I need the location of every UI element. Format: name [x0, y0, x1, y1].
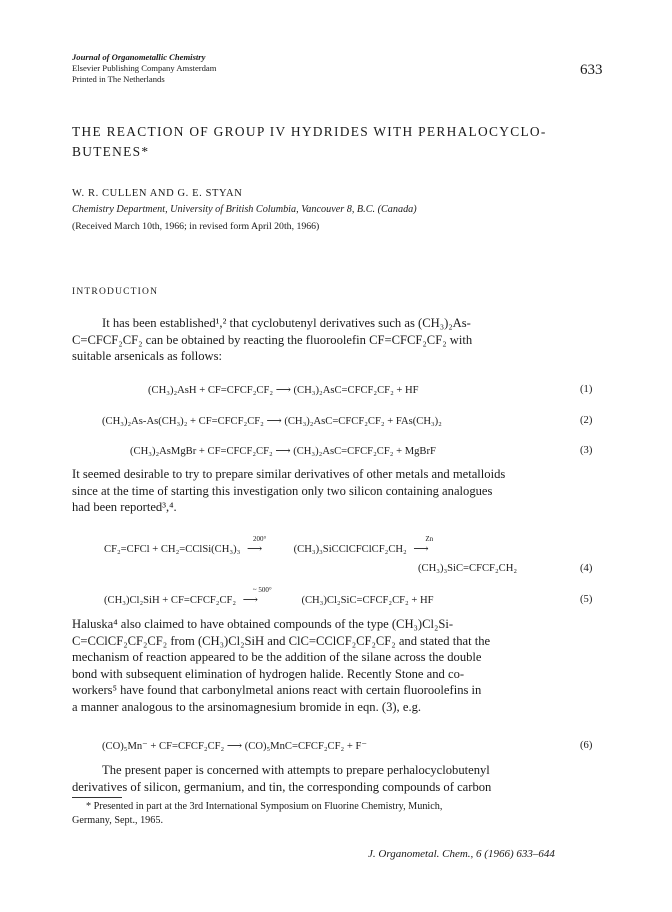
text-line: bond with subsequent elimination of hydrogen halide. Recently Stone and co-	[72, 666, 465, 681]
equation-4-lhs: CF₂=CFCl + CH₂=CClSi(CH₃)₃	[104, 544, 241, 555]
reaction-arrow: 200° ⟶	[246, 535, 267, 555]
paragraph-2	[72, 466, 600, 516]
article-title	[72, 122, 612, 162]
equation-5-rhs: (CH₃)Cl₂SiC=CFCF₂CF₂ + HF	[301, 595, 434, 606]
arrow-reagent: Zn	[425, 535, 434, 543]
text-line: derivatives of silicon, germanium, and tin, the corresponding compounds of carbon	[72, 779, 492, 794]
equation-4-product: (CH₃)₃SiC=CFCF₂CH₂	[418, 563, 518, 574]
title-line-2: BUTENES*	[72, 144, 150, 159]
footnote-rule	[72, 797, 122, 798]
journal-citation: J. Organometal. Chem., 6 (1966) 633–644	[368, 848, 555, 860]
equation-number: (3)	[580, 445, 593, 456]
text-line: Germany, Sept., 1965.	[72, 815, 164, 826]
equation-5-lhs: (CH₃)Cl₂SiH + CF=CFCF₂CF₂	[104, 595, 237, 606]
text-line: suitable arsenicals as follows:	[72, 349, 223, 364]
equation-number: (6)	[580, 740, 593, 751]
equation-2: (CH₃)₂As-As(CH₃)₂ + CF=CFCF₂CF₂ ⟶ (CH₃)₂AsC=CFCF₂CF₂ + FAs(CH₃)₂	[102, 416, 442, 427]
journal-name: Journal of Organometallic Chemistry	[72, 52, 206, 62]
equation-number: (2)	[580, 415, 593, 426]
authors: W. R. CULLEN AND G. E. STYAN	[72, 188, 243, 199]
equation-number: (4)	[580, 563, 593, 574]
publisher-line: Elsevier Publishing Company Amsterdam	[72, 63, 217, 73]
equation-5	[104, 586, 434, 606]
equation-1: (CH₃)₂AsH + CF=CFCF₂CF₂ ⟶ (CH₃)₂AsC=CFCF₂CF₂ + HF	[148, 385, 419, 396]
text-line: It seemed desirable to try to prepare similar derivatives of other metals and metalloids	[72, 467, 506, 481]
equation-number: (1)	[580, 384, 593, 395]
arrow-condition: ~ 500°	[252, 586, 272, 594]
reaction-arrow: Zn ⟶	[413, 535, 434, 555]
text-line: a manner analogous to the arsinomagnesium bromide in eqn. (3), e.g.	[72, 699, 422, 714]
text-line: * Presented in part at the 3rd International Symposium on Fluorine Chemistry, Munich,	[86, 801, 443, 812]
text-line: It has been established¹,² that cyclobutenyl derivatives such as (CH₃)₂As-	[102, 316, 471, 330]
equation-number: (5)	[580, 594, 593, 605]
text-line: since at the time of starting this investigation only two silicon containing analogues	[72, 483, 493, 498]
equation-4	[104, 535, 457, 555]
footnote	[72, 800, 600, 828]
text-line: had been reported³,⁴.	[72, 500, 177, 515]
affiliation: Chemistry Department, University of British Columbia, Vancouver 8, B.C. (Canada)	[72, 204, 417, 215]
paragraph-4	[72, 762, 600, 795]
text-line: The present paper is concerned with attempts to prepare perhalocyclobutenyl	[102, 763, 490, 777]
text-line: workers⁵ have found that carbonylmetal anions react with certain fluoroolefins in	[72, 683, 482, 698]
equation-4-intermediate: (CH₃)₃SiCClCFClCF₂CH₂	[293, 544, 407, 555]
equation-6: (CO)₅Mn⁻ + CF=CFCF₂CF₂ ⟶ (CO)₅MnC=CFCF₂CF₂ + F⁻	[102, 741, 367, 752]
text-line: mechanism of reaction appeared to be the addition of the silane across the double	[72, 650, 482, 665]
title-line-1: THE REACTION OF GROUP IV HYDRIDES WITH PERHALOCYCLO-	[72, 124, 547, 139]
text-line: C=CClCF₂CF₂CF₂ from (CH₃)Cl₂SiH and ClC=CClCF₂CF₂CF₂ and stated that the	[72, 633, 491, 648]
text-line: Haluska⁴ also claimed to have obtained compounds of the type (CH₃)Cl₂Si-	[72, 617, 454, 631]
text-line: C=CFCF₂CF₂ can be obtained by reacting the fluoroolefin CF=CFCF₂CF₂ with	[72, 332, 473, 347]
reaction-arrow: ~ 500° ⟶	[242, 586, 272, 606]
section-heading-introduction: INTRODUCTION	[72, 287, 159, 297]
equation-3: (CH₃)₂AsMgBr + CF=CFCF₂CF₂ ⟶ (CH₃)₂AsC=CFCF₂CF₂ + MgBrF	[130, 446, 436, 457]
printed-line: Printed in The Netherlands	[72, 74, 165, 84]
intro-paragraph	[72, 315, 600, 365]
journal-header	[72, 52, 216, 85]
paragraph-3	[72, 616, 600, 716]
received-dates: (Received March 10th, 1966; in revised form April 20th, 1966)	[72, 221, 320, 232]
page-number: 633	[580, 62, 603, 78]
arrow-condition: 200°	[252, 535, 267, 543]
